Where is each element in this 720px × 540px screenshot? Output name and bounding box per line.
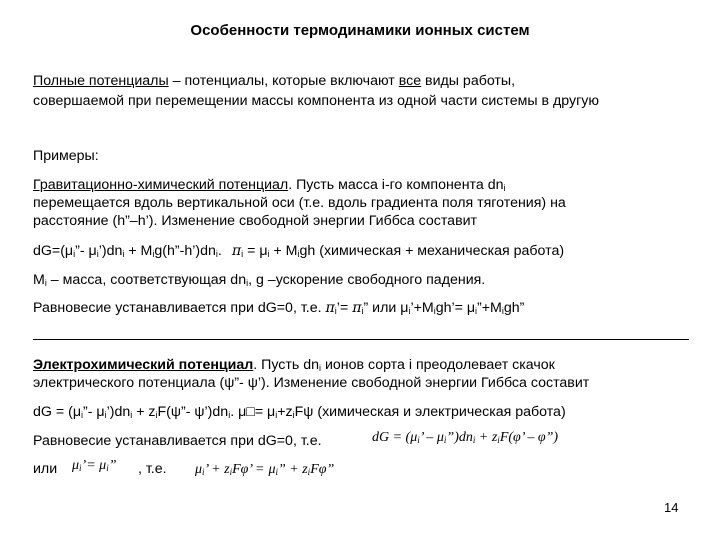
formula-dg-electric: dG = ($\mu_i$’ – $\mu_i”)dn_i + z_iF(\varphi$’ – φ”)	[372, 430, 559, 445]
or-label: или	[33, 461, 58, 477]
examples-label: Примеры:	[33, 148, 99, 164]
electro-line-1: Электрохимический потенциал. Пусть $dn_i$ ионов сорта i преодолевает скачок	[33, 357, 555, 373]
slide-title: Особенности термодинамики ионных систем	[190, 22, 530, 39]
electro-line-2: электрического потенциала (ψ”- ψ’). Изменение свободной энергии Гиббса составит	[33, 375, 590, 391]
mass-definition: $M_i$ – масса, соответствующая $dn_i$, g –ускорение свободного падения.	[33, 272, 486, 288]
gravity-equilibrium: Равновесие устанавливается при dG=0, т.е. $\pi_i’= \pi_i$” или $\mu_i’+M_igh’=$ $\mu_i”+M_igh$”	[33, 300, 525, 316]
missing-glyph-box: □	[246, 404, 255, 420]
full-potentials-term: Полные потенциалы	[33, 73, 169, 89]
full-potentials-line-1: Полные потенциалы – потенциалы, которые включают все виды работы,	[33, 73, 516, 89]
ie-label: , т.е.	[138, 461, 167, 477]
gravity-line-1: Гравитационно-химический потенциал. Пусть масса i-го компонента $dn_i$	[33, 177, 506, 193]
all-emphasis: все	[398, 73, 422, 89]
gravity-term: Гравитационно-химический потенциал	[33, 177, 289, 193]
gravity-equation: $dG=(\mu_i”-$ $\mu_i’)dn_i$ + $M_ig(h”-h’)dn_i$. $\pi_i = \mu_i + M_igh$ (химическая + механическая работа)	[33, 243, 565, 259]
gravity-line-3: расстояние (h”–h’). Изменение свободной энергии Гиббса составит	[33, 213, 478, 229]
gravity-line-2: перемещается вдоль вертикальной оси (т.е. вдоль градиента поля тяготения) на	[33, 195, 566, 211]
page-number: 14	[664, 500, 679, 515]
electro-equilibrium: Равновесие устанавливается при dG=0, т.е.	[33, 433, 322, 449]
electro-term: Электрохимический потенциал	[33, 357, 254, 373]
formula-electrochemical-equality: $\mu_i$’ + $z_iF\varphi$’ = $\mu_i$” + $z_iF\varphi$”	[195, 462, 335, 477]
formula-mu-equal: $\mu_i’= \mu_i$”	[72, 458, 117, 473]
section-divider	[33, 339, 689, 340]
full-potentials-line-2: совершаемой при перемещении массы компонента из одной части системы в другую	[33, 93, 600, 109]
electro-equation: dG = ($\mu_i”-$ $\mu_i’)dn_i$ + $z_iF(\psi”-$ $\psi’)dn_i$. μ□= $\mu_i+z_iF\psi$ (химическая и электрическая работа)	[33, 404, 566, 420]
